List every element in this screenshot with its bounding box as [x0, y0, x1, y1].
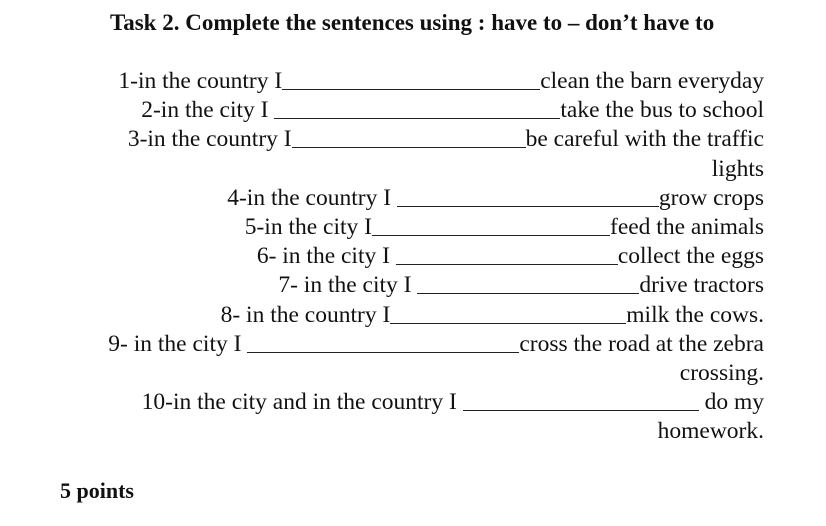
sentence-7 [44, 271, 764, 300]
sentence-4 [44, 184, 764, 213]
sentence-10-wrap: homework. [657, 418, 764, 445]
sentence-8-start: 8- in the country I [220, 301, 391, 328]
blank-7[interactable] [417, 292, 639, 294]
sentence-8 [44, 301, 764, 330]
sentence-10-end: do my [698, 389, 764, 416]
sentence-5-end: feed the animals [610, 214, 764, 241]
blank-5[interactable] [372, 234, 610, 236]
sentence-2-end: take the bus to school [560, 97, 764, 124]
blank-9[interactable] [247, 351, 519, 353]
sentence-6 [44, 242, 764, 271]
blank-2[interactable] [274, 117, 560, 119]
sentence-7-start: 7- in the city I [278, 272, 418, 299]
sentence-list [44, 67, 764, 447]
blank-3[interactable] [292, 146, 526, 148]
sentence-2-start: 2-in the city I [141, 97, 275, 124]
sentence-10 [44, 388, 764, 417]
blank-1[interactable] [282, 88, 540, 90]
sentence-10-start: 10-in the city and in the country I [141, 389, 463, 416]
sentence-3-start: 3-in the country I [127, 126, 292, 153]
sentence-9 [44, 330, 764, 359]
sentence-1 [44, 67, 764, 96]
sentence-3-end: be careful with the traffic [525, 126, 764, 153]
sentence-1-start: 1-in the country I [118, 68, 283, 94]
sentence-4-end: grow crops [658, 184, 764, 211]
sentence-6-end: collect the eggs [617, 243, 764, 270]
blank-4[interactable] [397, 205, 659, 207]
sentence-5 [44, 213, 764, 242]
task-title: Task 2. Complete the sentences using : have to – don’t have to [110, 10, 715, 35]
sentence-5-start: 5-in the city I [244, 214, 372, 241]
sentence-2 [44, 96, 764, 125]
sentence-9-end: cross the road at the zebra [519, 330, 764, 357]
sentence-9-start: 9- in the city I [108, 330, 248, 357]
blank-8[interactable] [390, 322, 626, 324]
sentence-1-end: clean the barn everyday [540, 68, 764, 94]
sentence-3 [44, 125, 764, 154]
points-label: 5 points [60, 478, 134, 503]
sentence-9-wrap: crossing. [679, 360, 764, 387]
sentence-7-end: drive tractors [639, 272, 764, 299]
blank-6[interactable] [396, 263, 618, 265]
sentence-6-start: 6- in the city I [256, 243, 396, 270]
sentence-3-wrap: lights [711, 155, 764, 182]
sentence-4-start: 4-in the country I [227, 184, 397, 211]
sentence-8-end: milk the cows. [626, 301, 764, 328]
blank-10[interactable] [463, 409, 699, 411]
